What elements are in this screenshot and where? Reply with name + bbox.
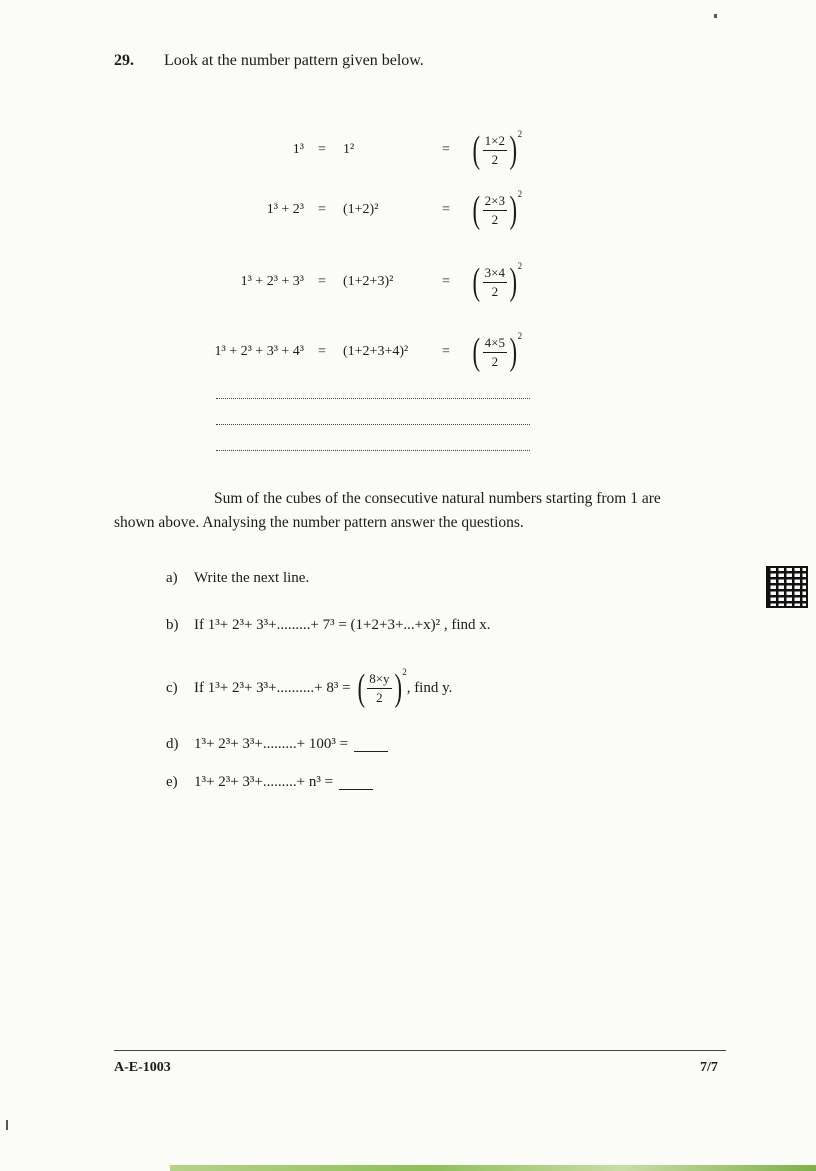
subquestion-b (166, 617, 491, 634)
scan-mark (6, 1120, 8, 1130)
subquestion-e (166, 774, 373, 791)
row-equals: = (442, 344, 450, 359)
fraction-exponent: 2 (517, 129, 523, 139)
page-edge (170, 1165, 816, 1171)
fraction-numerator: 3×4 (483, 265, 507, 283)
row-equals: = (318, 202, 326, 217)
dotted-line (216, 424, 530, 425)
fraction-exponent: 2 (402, 667, 407, 677)
fraction-numerator: 2×3 (483, 193, 507, 211)
description-line-1: Sum of the cubes of the consecutive natural numbers starting from 1 are (214, 490, 661, 507)
subquestion-d (166, 736, 388, 753)
subquestion-label: a) (166, 570, 178, 586)
description-line-2: shown above. Analysing the number pattern answer the questions. (114, 514, 524, 531)
fraction-denominator: 2 (491, 151, 499, 167)
equation-row-1 (0, 124, 816, 176)
subquestion-label: e) (166, 774, 178, 790)
subquestion-label: b) (166, 617, 179, 633)
row-fraction: ( $\frac{2\times 3}{2}$ ) 2 (472, 189, 523, 231)
row-equals: = (442, 202, 450, 217)
subquestion-label: c) (166, 679, 178, 696)
subquestion-c (166, 666, 452, 710)
row-middle: (1+2+3+4)² (343, 344, 409, 359)
row-equals: = (442, 142, 450, 157)
qr-code-icon (766, 566, 808, 608)
fraction-denominator: 2 (491, 283, 499, 299)
subquestion-text: Write the next line. (194, 570, 310, 586)
dotted-line (216, 398, 530, 399)
fraction-numerator: 8×y (367, 671, 391, 689)
question-prompt: Look at the number pattern given below. (164, 52, 424, 69)
row-equals: = (318, 274, 326, 289)
subquestion-text: If 1³+ 2³+ 3³+.........+ 7³ = (1+2+3+...+x)² , find x. (194, 617, 491, 633)
subquestion-text: 1³+ 2³+ 3³+.........+ n³ = (194, 774, 334, 790)
row-middle: (1+2+3)² (343, 274, 394, 289)
equation-row-4 (0, 326, 816, 378)
description-paragraph (114, 487, 724, 535)
fraction-numerator: 4×5 (483, 335, 507, 353)
fraction-exponent: 2 (517, 331, 523, 341)
subquestion-label: d) (166, 736, 179, 752)
row-middle: 1² (343, 142, 355, 157)
row-equals: = (318, 344, 326, 359)
question-number: 29. (114, 52, 134, 69)
scan-mark (714, 14, 717, 18)
fraction-denominator: 2 (491, 353, 499, 369)
equation-row-2 (0, 184, 816, 236)
answer-blank (354, 737, 388, 752)
question-header (114, 52, 424, 70)
row-fraction: ( $\frac{4\times 5}{2}$ ) 2 (472, 331, 523, 373)
exam-code: A-E-1003 (114, 1060, 171, 1075)
answer-blank (339, 775, 373, 790)
row-lhs: 1³ + 2³ (266, 202, 304, 217)
row-fraction: ( $\frac{1\times 2}{2}$ ) 2 (472, 129, 523, 171)
subquestion-suffix: , find y. (406, 679, 453, 696)
row-middle: (1+2)² (343, 202, 379, 217)
fraction-denominator: 2 (376, 689, 383, 705)
page-number: 7/7 (700, 1060, 718, 1075)
footer-rule (114, 1050, 726, 1051)
dotted-line (216, 450, 530, 451)
row-lhs: 1³ + 2³ + 3³ (240, 274, 304, 289)
row-fraction: ( $\frac{3\times 4}{2}$ ) 2 (472, 261, 523, 303)
fraction-exponent: 2 (517, 261, 523, 271)
fraction-exponent: 2 (517, 189, 523, 199)
equation-row-3 (0, 256, 816, 308)
row-lhs: 1³ + 2³ + 3³ + 4³ (214, 344, 304, 359)
subquestion-text: 1³+ 2³+ 3³+.........+ 100³ = (194, 736, 349, 752)
subquestion-text: If 1³+ 2³+ 3³+..........+ 8³ = (194, 679, 351, 696)
subquestion-fraction: ( $\frac{8\times y}{2}$ ) 2 (357, 667, 407, 709)
row-equals: = (318, 142, 326, 157)
subquestion-a (166, 570, 309, 587)
fraction-denominator: 2 (491, 211, 499, 227)
fraction-numerator: 1×2 (483, 133, 507, 151)
row-lhs: 1³ (292, 142, 304, 157)
row-equals: = (442, 274, 450, 289)
